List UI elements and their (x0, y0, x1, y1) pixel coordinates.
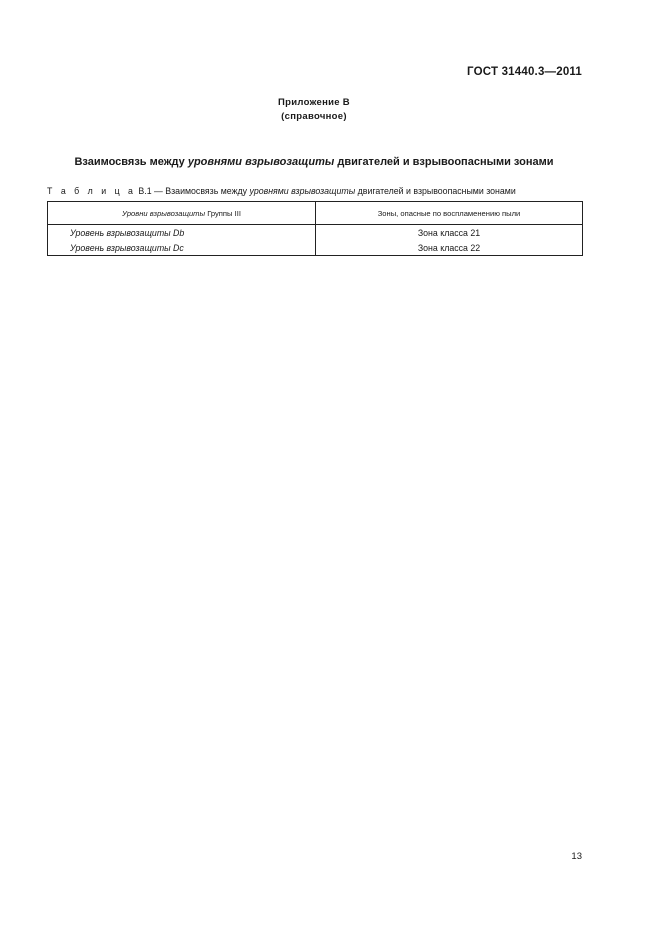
appendix-kind: (справочное) (281, 111, 347, 122)
levels-zones-table (47, 201, 583, 256)
section-title-part3: двигателей и взрывоопасными зонами (334, 156, 554, 168)
table-row (48, 240, 583, 256)
appendix-heading (0, 96, 628, 124)
section-title (0, 156, 628, 168)
appendix-title: Приложение В (278, 97, 350, 108)
table-caption-label: Т а б л и ц а (47, 186, 136, 196)
cell-level: Уровень взрывозащиты Db (48, 225, 316, 241)
table-header-row (48, 202, 583, 225)
cell-level: Уровень взрывозащиты Dc (48, 240, 316, 256)
table-caption-rest: двигателей и взрывоопасными зонами (355, 186, 516, 196)
header-levels-italic: Уровни взрывозащиты (122, 208, 206, 218)
section-title-italic: уровнями взрывозащиты (187, 156, 335, 168)
section-title-part1: Взаимосвязь между (74, 156, 188, 168)
header-levels-rest: Группы III (205, 208, 241, 218)
table-caption-number: В.1 — Взаимосвязь между (135, 186, 250, 196)
document-code: ГОСТ 31440.3—2011 (467, 66, 582, 78)
header-cell-levels (48, 202, 316, 225)
cell-zone: Зона класса 22 (316, 240, 583, 256)
table-row (48, 225, 583, 241)
cell-zone: Зона класса 21 (316, 225, 583, 241)
table-caption (47, 186, 516, 196)
table-caption-italic: уровнями взрывозащиты (249, 186, 356, 196)
header-cell-zones: Зоны, опасные по воспламенению пыли (316, 202, 583, 225)
page-number: 13 (571, 851, 582, 862)
